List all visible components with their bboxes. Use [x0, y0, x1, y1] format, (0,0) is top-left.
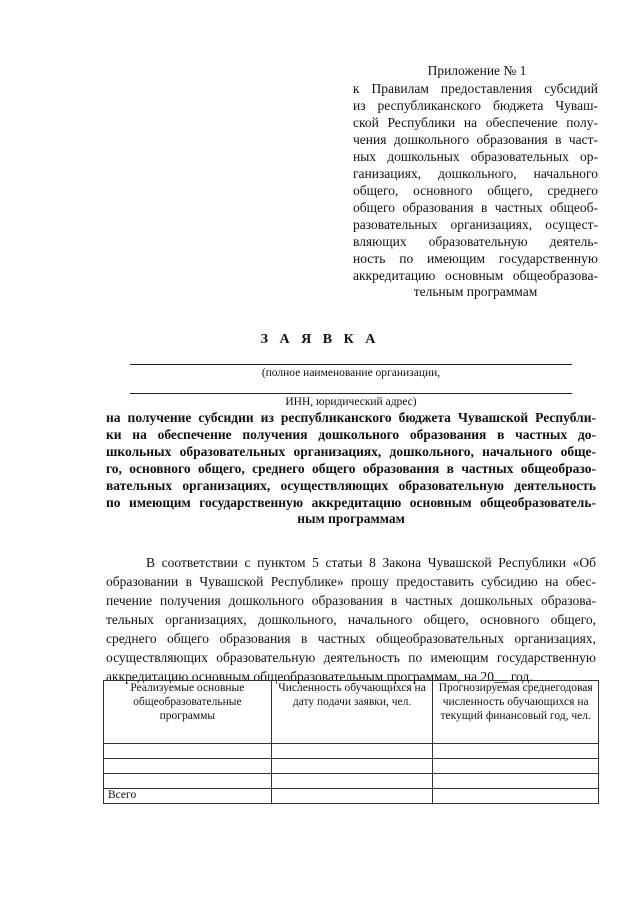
total-label: Всего [104, 789, 272, 804]
table-cell[interactable] [433, 759, 599, 774]
table-row [104, 759, 599, 774]
table-cell[interactable] [271, 789, 433, 804]
table-cell[interactable] [433, 774, 599, 789]
table-cell[interactable] [271, 774, 433, 789]
appendix-line: ных дошкольных образовательных ор- [353, 149, 598, 164]
inn-address-line [130, 393, 572, 394]
organization-name-line [130, 364, 572, 365]
body-line: тельных организациях, дошкольного, начального общего, основного общего, [106, 612, 596, 627]
appendix-line: к Правилам предоставления субсидий [353, 81, 598, 96]
subject-line: го, основного общего, среднего общего образования в частных общеобразо- [106, 461, 596, 476]
body-line: образовании в Чувашской Республике» прошу предоставить субсидию на обес- [106, 574, 596, 589]
table-cell[interactable] [104, 774, 272, 789]
table-row [104, 774, 599, 789]
students-table [103, 680, 599, 804]
appendix-line: ганизациях, дошкольного, начального [353, 166, 598, 181]
appendix-line: тельным программам [413, 284, 538, 299]
appendix-line: ность по имеющим государственную [353, 251, 598, 266]
table-cell[interactable] [271, 759, 433, 774]
appendix-line: общего, основного общего, среднего [353, 183, 598, 198]
body-line: печение получения дошкольного образования в частных дошкольных образова- [106, 593, 596, 608]
table-total-row [104, 789, 599, 804]
appendix-line: вляющих образовательную деятель- [353, 234, 598, 249]
subject-line: по имеющим государственную аккредитацию основным общеобразователь- [106, 495, 596, 510]
table-cell[interactable] [433, 744, 599, 759]
table-cell[interactable] [433, 789, 599, 804]
body-line: аккредитацию основным общеобразовательным программам, на 20__ год. [106, 669, 533, 684]
appendix-line: чения дошкольного образования в част- [353, 132, 598, 147]
body-line: среднего общего образования в частных общеобразовательных организациях, [106, 631, 596, 646]
body-line: осуществляющих образовательную деятельность по имеющим государственную [106, 650, 596, 665]
appendix-line: из республиканского бюджета Чуваш- [353, 98, 598, 113]
appendix-line: общего образования в частных общеоб- [353, 200, 598, 215]
subject-line: на получение субсидии из республиканского бюджета Чувашской Республи- [106, 410, 596, 425]
appendix-title: Приложение № 1 [427, 63, 527, 78]
header-students-on-date: Численность обучающихся на дату подачи заявки, чел. [271, 681, 433, 744]
inn-address-caption: ИНН, юридический адрес) [285, 396, 417, 408]
document-title: З А Я В К А [260, 332, 380, 347]
table-header-row [104, 681, 599, 744]
organization-name-caption: (полное наименование организации, [261, 367, 441, 379]
appendix-line: разовательных организациях, осущест- [353, 217, 598, 232]
table-row [104, 744, 599, 759]
table-cell[interactable] [104, 744, 272, 759]
subject-line: ки на обеспечение получения дошкольного образования в частных до- [106, 427, 596, 442]
header-programs: Реализуемые основные общеобразовательные программы [104, 681, 272, 744]
subject-line: ным программам [297, 511, 405, 526]
appendix-line: аккредитацию основным общеобразова- [353, 268, 598, 283]
header-forecast-average: Прогнозируемая среднегодовая численность обучающихся на текущий финансовый год, чел. [433, 681, 599, 744]
appendix-line: ской Республики на обеспечение полу- [353, 115, 598, 130]
subject-line: школьных образовательных организациях, дошкольного, начального обще- [106, 444, 596, 459]
table-cell[interactable] [271, 744, 433, 759]
table-cell[interactable] [104, 759, 272, 774]
body-line: В соответствии с пунктом 5 статьи 8 Закона Чувашской Республики «Об [146, 555, 596, 570]
subject-line: вательных организациях, осуществляющих образовательную деятельность [106, 478, 596, 493]
